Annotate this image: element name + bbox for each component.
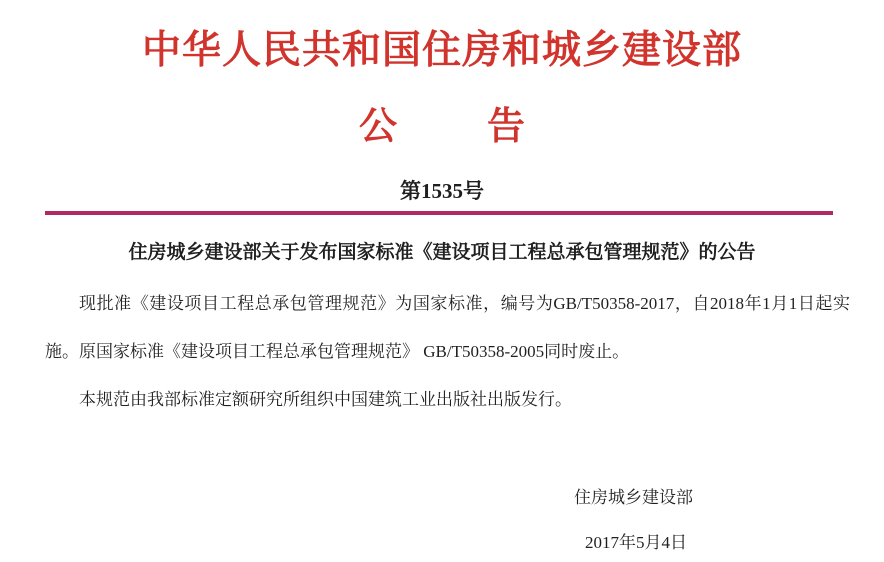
signature-name: 住房城乡建设部 [574, 488, 693, 508]
announcement-title [0, 105, 884, 150]
divider-rule [45, 211, 833, 215]
document-body [0, 280, 884, 424]
signature-date: 2017年5月4日 [585, 532, 687, 552]
announcement-char-gong: 公 [358, 106, 397, 149]
announcement-heading: 住房城乡建设部关于发布国家标准《建设项目工程总承包管理规范》的公告 [128, 241, 756, 263]
document-number: 第1535号 [400, 178, 484, 203]
paragraph-approval: 现批准《建设项目工程总承包管理规范》为国家标准，编号为GB/T50358-2017，自2018年1月1日起实施。原国家标准《建设项目工程总承包管理规范》 GB/T50358-2005同时废止。 [45, 293, 850, 361]
paragraph-publisher: 本规范由我部标准定额研究所组织中国建筑工业出版社出版发行。 [79, 389, 572, 409]
ministry-title: 中华人民共和国住房和城乡建设部 [141, 29, 742, 72]
announcement-char-gao: 告 [487, 106, 526, 149]
signature-block [0, 487, 884, 553]
